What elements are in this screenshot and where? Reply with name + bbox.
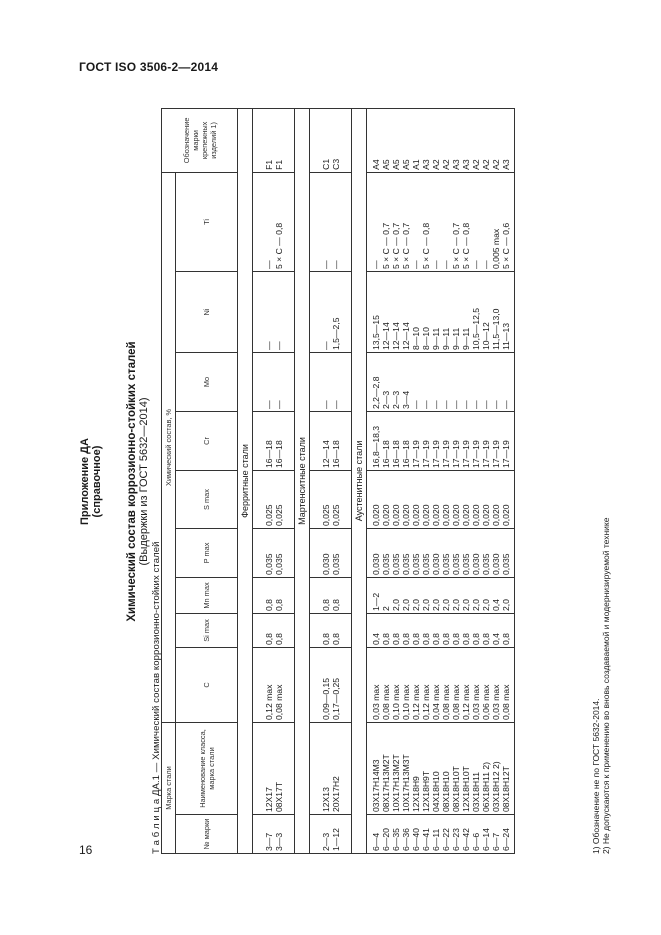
cell-value: 6—42 — [460, 828, 471, 851]
cell-value: 0,030 — [430, 553, 441, 575]
cell-value: 0,035 — [380, 553, 391, 575]
cell-value: 0,8 — [460, 633, 471, 645]
cell-value: 03Х17Н14М3 — [370, 759, 381, 812]
cell-value: 08Х17Н13М2Т — [380, 754, 391, 812]
cell-value: 04Х18Н10 — [430, 771, 441, 812]
cell-value: 0,08 max — [450, 684, 461, 720]
cell-value: — — [263, 260, 274, 269]
cell-value: 0,020 — [390, 504, 401, 526]
header-si: Si max — [176, 613, 238, 647]
cell-value: A1 — [410, 159, 421, 170]
header-cr: Cr — [176, 411, 238, 470]
cell-value: 0,4 — [370, 633, 381, 645]
cell-value: 0,10 max — [390, 684, 401, 720]
cell-value: 0,005 max — [490, 228, 501, 269]
cell-value: — — [330, 260, 341, 269]
cell-value: 0,06 max — [480, 684, 491, 720]
cell-value: 0,020 — [450, 504, 461, 526]
cell-s — [367, 470, 515, 528]
cell-value: 0,035 — [330, 553, 341, 575]
cell-value: — — [330, 400, 341, 409]
cell-value: 16—18 — [390, 440, 401, 468]
cell-grade — [253, 722, 295, 814]
cell-value: 20Х17Н2 — [330, 776, 341, 812]
cell-value: — — [430, 260, 441, 269]
cell-value: 0,025 — [263, 504, 274, 526]
cell-mo — [310, 352, 352, 411]
cell-value: 0,035 — [273, 553, 284, 575]
cell-cr — [310, 411, 352, 470]
cell-value: 13,5—15 — [370, 315, 381, 350]
cell-value: 0,8 — [420, 633, 431, 645]
cell-no — [253, 815, 295, 854]
appendix-note: (справочное) — [91, 445, 103, 518]
rotated-page-content — [79, 109, 619, 854]
cell-value: A3 — [500, 159, 511, 170]
cell-value: 0,8 — [380, 633, 391, 645]
header-mo: Mo — [176, 352, 238, 411]
cell-value: 0,8 — [480, 633, 491, 645]
section-row-label: Мартенситные стали — [295, 108, 310, 853]
cell-value: 12—14 — [400, 322, 411, 350]
cell-value: 5 × C — 0,8 — [460, 222, 471, 269]
cell-value: 0,035 — [440, 553, 451, 575]
cell-value: 0,030 — [470, 553, 481, 575]
cell-value: 9—11 — [450, 327, 461, 350]
cell-value: 17—19 — [490, 440, 501, 468]
header-p: P max — [176, 528, 238, 577]
cell-value: — — [263, 341, 274, 350]
cell-value: 0,030 — [490, 553, 501, 575]
cell-value: — — [320, 341, 331, 350]
cell-value: 0,12 max — [420, 684, 431, 720]
cell-value: 2—3 — [380, 390, 391, 409]
header-s: S max — [176, 470, 238, 528]
cell-value: 0,8 — [450, 633, 461, 645]
table-row-group — [367, 108, 515, 853]
cell-value: A3 — [460, 159, 471, 170]
cell-value: — — [430, 400, 441, 409]
cell-value: 16—18 — [273, 440, 284, 468]
cell-value: 5 × C — 0,7 — [400, 222, 411, 269]
cell-value: 0,17—0,25 — [330, 677, 341, 720]
cell-value: 0,020 — [420, 504, 431, 526]
cell-value: 5 × C — 0,7 — [450, 222, 461, 269]
cell-ni — [253, 271, 295, 352]
cell-value: 0,025 — [320, 504, 331, 526]
cell-value: 17—19 — [480, 440, 491, 468]
cell-value: 0,12 max — [460, 684, 471, 720]
cell-value: 3—7 — [263, 832, 274, 851]
cell-value: C1 — [320, 158, 331, 170]
cell-mark — [367, 108, 515, 172]
header-chemical-composition: Химический состав, % — [162, 172, 176, 722]
cell-value: 03Х18Н12 2) — [490, 761, 501, 812]
section-row-label: Аустенитные стали — [352, 108, 367, 853]
cell-value: 6—7 — [490, 832, 501, 851]
cell-mark — [310, 108, 352, 172]
cell-value: 0,8 — [320, 599, 331, 611]
cell-value: A3 — [450, 159, 461, 170]
cell-value: 0,10 max — [400, 684, 411, 720]
cell-value: A4 — [370, 159, 381, 170]
cell-value: 12Х18Н9Т — [420, 770, 431, 812]
table-caption: Т а б л и ц а ДА.1 — Химический состав коррозионно-стойких сталей — [151, 541, 162, 854]
cell-value: — — [370, 260, 381, 269]
cell-value: A5 — [400, 159, 411, 170]
cell-grade — [367, 722, 515, 814]
cell-value: 10—12 — [480, 322, 491, 350]
cell-value: 0,030 — [320, 553, 331, 575]
cell-value: 0,8 — [470, 633, 481, 645]
cell-value: 08Х18Н10 — [440, 771, 451, 812]
cell-value: 2,0 — [450, 599, 461, 611]
cell-value: 2,0 — [420, 599, 431, 611]
cell-value: 0,020 — [440, 504, 451, 526]
cell-value: 0,020 — [370, 504, 381, 526]
cell-c — [253, 647, 295, 722]
cell-s — [253, 470, 295, 528]
cell-value: 6—14 — [480, 828, 491, 851]
cell-value: 2,0 — [430, 599, 441, 611]
cell-value: 16—18 — [380, 440, 391, 468]
cell-value: 6—36 — [400, 828, 411, 851]
cell-value: 0,8 — [400, 633, 411, 645]
cell-value: A2 — [430, 159, 441, 170]
cell-value: A2 — [470, 159, 481, 170]
cell-value: — — [420, 400, 431, 409]
cell-value: 6—24 — [500, 828, 511, 851]
cell-value: 2,0 — [390, 599, 401, 611]
cell-value: 0,08 max — [500, 684, 511, 720]
table-row-group — [253, 108, 295, 853]
cell-value: — — [273, 400, 284, 409]
cell-ni — [367, 271, 515, 352]
cell-value: 0,035 — [500, 553, 511, 575]
cell-value: 17—19 — [470, 440, 481, 468]
cell-value: 0,025 — [330, 504, 341, 526]
cell-value: 0,020 — [480, 504, 491, 526]
cell-mark — [253, 108, 295, 172]
cell-value: 0,8 — [430, 633, 441, 645]
cell-mo — [253, 352, 295, 411]
cell-cr — [253, 411, 295, 470]
cell-mn — [310, 577, 352, 613]
cell-value: 0,035 — [460, 553, 471, 575]
cell-value: 0,8 — [500, 633, 511, 645]
cell-value: 0,035 — [450, 553, 461, 575]
cell-value: 0,035 — [263, 553, 274, 575]
cell-value: 2—3 — [320, 832, 331, 851]
cell-p — [367, 528, 515, 577]
cell-value: — — [460, 400, 471, 409]
document-header: ГОСТ ISO 3506-2—2014 — [79, 60, 219, 74]
header-ti: Ti — [176, 172, 238, 271]
cell-value: — — [320, 260, 331, 269]
cell-value: 0,03 max — [370, 684, 381, 720]
cell-value: F1 — [273, 159, 284, 170]
cell-value: 6—40 — [410, 828, 421, 851]
cell-value: — — [410, 400, 421, 409]
cell-value: 0,8 — [273, 599, 284, 611]
header-mn: Mn max — [176, 577, 238, 613]
cell-value: C3 — [330, 158, 341, 170]
cell-value: 6—20 — [380, 828, 391, 851]
footnote-1: 1) Обозначение не по ГОСТ 5632-2014. — [591, 698, 601, 854]
cell-value: 0,035 — [410, 553, 421, 575]
cell-si — [253, 613, 295, 647]
cell-value: A2 — [480, 159, 491, 170]
cell-value: 2,0 — [480, 599, 491, 611]
cell-value: 11—13 — [500, 322, 511, 350]
cell-value: 11,5—13,0 — [490, 308, 501, 350]
cell-value: 2,2—2,8 — [370, 376, 381, 409]
chemical-composition-table — [161, 108, 515, 854]
cell-value: 17—19 — [450, 440, 461, 468]
cell-value: 6—11 — [430, 828, 441, 851]
cell-ti — [253, 172, 295, 271]
cell-value: 0,03 max — [470, 684, 481, 720]
cell-mn — [367, 577, 515, 613]
cell-value: — — [490, 400, 501, 409]
cell-value: — — [440, 400, 451, 409]
cell-cr — [367, 411, 515, 470]
cell-value: 8—10 — [420, 327, 431, 350]
cell-s — [310, 470, 352, 528]
cell-value: 1—2 — [370, 592, 381, 611]
cell-value: A5 — [380, 159, 391, 170]
cell-value: 12Х18Н9 — [410, 776, 421, 812]
cell-value: 5 × C — 0,8 — [273, 222, 284, 269]
header-class-name: Наименование класса, марка стали — [176, 722, 238, 814]
cell-value: 3—4 — [400, 390, 411, 409]
cell-value: 5 × C — 0,8 — [420, 222, 431, 269]
cell-value: 5 × C — 0,7 — [380, 222, 391, 269]
cell-no — [310, 815, 352, 854]
cell-value: — — [410, 260, 421, 269]
cell-value: 10Х17Н13М3Т — [400, 754, 411, 812]
cell-value: A2 — [440, 159, 451, 170]
cell-no — [367, 815, 515, 854]
cell-value: 3—3 — [273, 832, 284, 851]
cell-value: 12Х18Н10Т — [460, 766, 471, 812]
cell-value: 0,030 — [370, 553, 381, 575]
cell-value: A2 — [490, 159, 501, 170]
section-row-label: Ферритные стали — [238, 108, 253, 853]
cell-value: 08Х18Н12Т — [500, 766, 511, 812]
cell-value: A3 — [420, 159, 431, 170]
cell-value: 17—19 — [460, 440, 471, 468]
cell-value: 12—14 — [320, 440, 331, 468]
cell-value: — — [480, 260, 491, 269]
cell-value: — — [450, 400, 461, 409]
cell-value: F1 — [263, 159, 274, 170]
cell-value: 2,0 — [400, 599, 411, 611]
header-ni: Ni — [176, 271, 238, 352]
cell-value: 0,035 — [420, 553, 431, 575]
cell-value: 0,020 — [410, 504, 421, 526]
cell-value: 0,8 — [330, 633, 341, 645]
cell-value: 0,8 — [320, 633, 331, 645]
cell-ni — [310, 271, 352, 352]
cell-value: 16—18 — [330, 440, 341, 468]
cell-value: 2,0 — [460, 599, 471, 611]
cell-value: 17—19 — [440, 440, 451, 468]
cell-value: 08Х18Н10Т — [450, 766, 461, 812]
cell-value: 0,08 max — [380, 684, 391, 720]
header-c: C — [176, 647, 238, 722]
cell-value: 0,8 — [273, 633, 284, 645]
cell-value: 0,020 — [490, 504, 501, 526]
cell-value: 6—35 — [390, 828, 401, 851]
cell-value: A5 — [390, 159, 401, 170]
section-title: Химический состав коррозионно-стойких сталей — [126, 341, 138, 622]
cell-value: 1,5—2,5 — [330, 317, 341, 350]
cell-value: 12—14 — [390, 322, 401, 350]
cell-value: 2,0 — [410, 599, 421, 611]
cell-value: — — [480, 400, 491, 409]
cell-mo — [367, 352, 515, 411]
cell-mn — [253, 577, 295, 613]
cell-value: 0,8 — [263, 599, 274, 611]
cell-value: — — [320, 400, 331, 409]
cell-value: 1—12 — [330, 828, 341, 851]
cell-c — [367, 647, 515, 722]
cell-value: — — [470, 260, 481, 269]
cell-value: 16—18 — [263, 440, 274, 468]
cell-value: — — [500, 400, 511, 409]
cell-value: 03Х18Н11 — [470, 772, 481, 812]
cell-value: 2,0 — [440, 599, 451, 611]
cell-value: 0,8 — [390, 633, 401, 645]
cell-value: 12Х17 — [263, 787, 274, 812]
cell-value: 16,8—18,3 — [370, 425, 381, 468]
header-designation: Обозначение марки крепежных изделий 1) — [162, 108, 238, 172]
cell-value: 9—11 — [430, 327, 441, 350]
cell-value: 5 × C — 0,7 — [390, 222, 401, 269]
table-row-group — [310, 108, 352, 853]
cell-value: 17—19 — [500, 440, 511, 468]
cell-value: 0,08 max — [440, 684, 451, 720]
cell-p — [310, 528, 352, 577]
cell-grade — [310, 722, 352, 814]
cell-value: 6—41 — [420, 828, 431, 851]
cell-value: 6—23 — [450, 828, 461, 851]
cell-value: 6—22 — [440, 828, 451, 851]
cell-value: 0,8 — [330, 599, 341, 611]
appendix-title: Приложение ДА — [79, 438, 91, 525]
cell-value: 0,020 — [460, 504, 471, 526]
cell-value: — — [273, 341, 284, 350]
cell-value: — — [470, 400, 481, 409]
cell-value: 0,035 — [390, 553, 401, 575]
cell-value: 10,5—12,5 — [470, 307, 481, 350]
cell-value: 2,0 — [500, 599, 511, 611]
header-steel-grade: Марка стали — [162, 722, 176, 853]
cell-value: 9—11 — [460, 327, 471, 350]
cell-si — [310, 613, 352, 647]
cell-value: — — [440, 260, 451, 269]
cell-value: 0,8 — [410, 633, 421, 645]
cell-value: 2,0 — [470, 599, 481, 611]
cell-value: 12Х13 — [320, 787, 331, 812]
cell-value: 6—6 — [470, 832, 481, 851]
cell-value: 0,4 — [490, 633, 501, 645]
cell-value: 0,020 — [500, 504, 511, 526]
cell-value: 2—3 — [390, 390, 401, 409]
cell-value: 17—19 — [420, 440, 431, 468]
cell-value: 0,020 — [430, 504, 441, 526]
page-number: 16 — [79, 843, 93, 857]
cell-value: 17—19 — [430, 440, 441, 468]
cell-value: 0,035 — [480, 553, 491, 575]
cell-value: — — [263, 400, 274, 409]
cell-value: 0,12 max — [410, 684, 421, 720]
cell-value: 0,020 — [380, 504, 391, 526]
cell-value: 12—14 — [380, 322, 391, 350]
section-subtitle: (Выдержки из ГОСТ 5632—2014) — [138, 397, 150, 566]
cell-value: 16—18 — [400, 440, 411, 468]
cell-c — [310, 647, 352, 722]
cell-value: 0,08 max — [273, 684, 284, 720]
cell-value: 0,8 — [440, 633, 451, 645]
cell-value: 0,8 — [263, 633, 274, 645]
cell-value: 0,025 — [273, 504, 284, 526]
cell-value: 0,020 — [470, 504, 481, 526]
cell-value: 06Х18Н11 2) — [480, 761, 491, 812]
cell-ti — [310, 172, 352, 271]
cell-value: 10Х17Н13М2Т — [390, 754, 401, 812]
cell-value: 17—19 — [410, 440, 421, 468]
cell-value: 0,09—0,15 — [320, 677, 331, 720]
cell-value: 2 — [380, 606, 391, 611]
cell-ti — [367, 172, 515, 271]
cell-value: 0,4 — [490, 599, 501, 611]
cell-p — [253, 528, 295, 577]
cell-value: 0,03 max — [490, 684, 501, 720]
cell-value: 0,020 — [400, 504, 411, 526]
cell-value: 0,12 max — [263, 684, 274, 720]
cell-value: 8—10 — [410, 327, 421, 350]
header-grade-no: № марки — [176, 815, 238, 854]
cell-value: 0,035 — [400, 553, 411, 575]
cell-si — [367, 613, 515, 647]
cell-value: 5 × C — 0,6 — [500, 222, 511, 269]
cell-value: 9—11 — [440, 327, 451, 350]
cell-value: 6—4 — [370, 832, 381, 851]
cell-value: 0,04 max — [430, 684, 441, 720]
footnote-2: 2) Не допускаются к применению во вновь создаваемой и модернизируемой технике — [601, 517, 611, 854]
cell-value: 08Х17Т — [273, 781, 284, 812]
